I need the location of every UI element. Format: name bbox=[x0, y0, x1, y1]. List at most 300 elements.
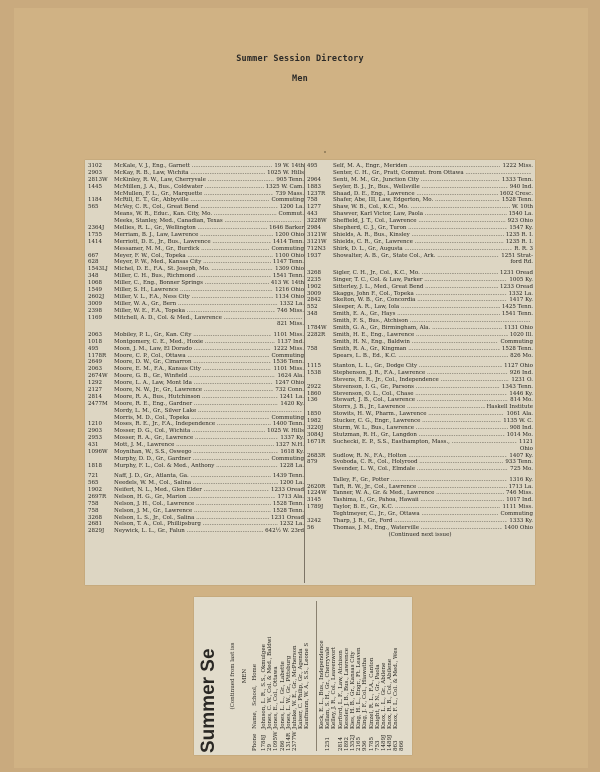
entry-name: Suchecki, E. P., S.S., Easthampton, Mass., ..... bbox=[333, 439, 517, 446]
entry-phone: 2697R bbox=[88, 493, 107, 500]
entry-address: 1343 Tenn. bbox=[501, 383, 533, 390]
directory-entry bbox=[307, 211, 533, 218]
entry-name: Shields, C. R., Gr., Lawrence ..... bbox=[333, 239, 504, 246]
entry-phone bbox=[307, 339, 333, 346]
column-divider bbox=[304, 163, 305, 583]
stub-header-phone: Phone bbox=[252, 733, 258, 751]
entry-address: 1233 Oread bbox=[500, 283, 533, 290]
entry-phone: 3220J bbox=[307, 424, 324, 431]
entry-phone: 1018 bbox=[88, 338, 102, 345]
entry-address: 1200 La. bbox=[279, 204, 304, 211]
entry-address: 1247 Ohio bbox=[275, 380, 304, 387]
page-title: Summer Session Directory bbox=[236, 54, 364, 64]
directory-entry bbox=[307, 246, 533, 253]
entry-name: Stevenson, I. G., Gr., Parsons ..... bbox=[333, 384, 500, 391]
directory-entry bbox=[307, 497, 533, 504]
entry-address: 1231 Oread bbox=[500, 269, 533, 276]
directory-entry bbox=[88, 449, 304, 456]
entry-address: 905 Tenn. bbox=[276, 176, 304, 183]
entry-address: 1111 Miss. bbox=[502, 504, 533, 511]
entry-address: 1417 Ky. bbox=[509, 297, 533, 304]
entry-address: Commuting bbox=[500, 338, 533, 345]
entry-name: McVey, C. R., Col., Great Bend ..... bbox=[114, 204, 278, 211]
stub-row-phone: 286 bbox=[279, 740, 286, 751]
directory-entry bbox=[88, 211, 304, 218]
directory-entry bbox=[307, 184, 533, 191]
entry-name: Self, M. A., Engr., Meriden ..... bbox=[333, 163, 500, 170]
entry-address: 1624 Ala. bbox=[277, 373, 304, 380]
entry-address: Ohio bbox=[519, 445, 533, 452]
directory-entry bbox=[88, 225, 304, 232]
entry-address: 1235 R. I. bbox=[505, 238, 533, 245]
entry-phone: 1210 bbox=[88, 421, 102, 428]
entry-phone: 348 bbox=[88, 273, 99, 280]
entry-address: 1713 Ala. bbox=[277, 493, 304, 500]
directory-entry bbox=[88, 339, 304, 346]
stub-row-text: Juhnke, W. E., Gr., McPherson bbox=[291, 645, 298, 729]
directory-entry bbox=[307, 432, 533, 439]
entry-phone: 2964 bbox=[307, 176, 321, 183]
directory-entry bbox=[307, 504, 533, 511]
directory-entry bbox=[88, 487, 304, 494]
directory-entry bbox=[88, 515, 304, 522]
directory-entry bbox=[307, 370, 533, 377]
entry-address: 1327 N.H. bbox=[275, 442, 304, 449]
directory-entry bbox=[307, 239, 533, 246]
entry-name: Mosser, D. G., Col., Wichita ..... bbox=[114, 428, 265, 435]
entry-name: Thomas, J. M., Eng., Waterville ..... bbox=[333, 525, 502, 532]
entry-name: Smith, H. E., Eng., Lawrence ..... bbox=[333, 332, 508, 339]
entry-phone: 1902 bbox=[88, 486, 102, 493]
page-subtitle: Men bbox=[292, 74, 308, 84]
entry-address: 940 Ind. bbox=[509, 183, 533, 190]
entry-address: 642½ W. 23rd bbox=[265, 528, 304, 535]
entry-address: 1439 Tenn. bbox=[272, 473, 304, 480]
entry-name: Smith, F. S., Bus., Atchison ..... bbox=[333, 318, 531, 325]
entry-phone bbox=[88, 218, 114, 225]
entry-phone: 2602J bbox=[88, 293, 105, 300]
entry-address: Commuting bbox=[271, 352, 304, 359]
directory-entry bbox=[307, 518, 533, 525]
directory-column-right bbox=[307, 163, 533, 539]
entry-address: 1137 Ind. bbox=[277, 338, 304, 345]
entry-phone: 2814 bbox=[88, 393, 102, 400]
entry-name: Moore, N. W., Jr., Gr., Lawrence ..... bbox=[114, 387, 273, 394]
entry-address: 933 Tenn. bbox=[505, 459, 533, 466]
entry-address: 1414 Tenn. bbox=[272, 238, 304, 245]
directory-entry bbox=[88, 380, 304, 387]
entry-phone: 348 bbox=[307, 311, 318, 318]
entry-address: 413 W. 14th bbox=[270, 280, 304, 287]
stub-row-text: Jones, E., Col., Ottawa bbox=[273, 666, 280, 729]
entry-address: 1646 Barker bbox=[269, 225, 304, 232]
stub-row-text: Kessler, J. B., Bus., Lawrence bbox=[343, 647, 350, 729]
entry-name: Means, W. R., Educ., Kan. City, Mo. ..... bbox=[114, 211, 277, 218]
entry-name: Mott, J. M., Lawrence ..... bbox=[114, 442, 274, 449]
entry-name: Moore, R. A., Bus., Hutchinson ..... bbox=[114, 394, 278, 401]
entry-address: 725 Mo. bbox=[510, 466, 533, 473]
entry-name: Stevens, E. R., Jr., Col., Independence ..... bbox=[333, 377, 509, 384]
entry-phone bbox=[307, 466, 333, 473]
entry-name: Moore, R. E., Eng., Gardner ..... bbox=[114, 401, 278, 408]
entry-phone: 3009 bbox=[88, 300, 102, 307]
entry-name: Mosser, R. A., Gr., Lawrence ..... bbox=[114, 435, 278, 442]
entry-name: Sleeper, A. R., Law, Iola ..... bbox=[333, 304, 500, 311]
entry-address: 1536 Tenn. bbox=[272, 359, 304, 366]
stub-row-phone: 1095W bbox=[273, 731, 280, 751]
entry-name: Naff, J. D., Gr., Atlanta, Ga. ..... bbox=[114, 473, 271, 480]
entry-phone: 1784W bbox=[307, 324, 327, 331]
stub-row-phone: 1788J bbox=[261, 734, 267, 751]
entry-name: Miller, C., Eng., Bonner Springs ..... bbox=[114, 280, 269, 287]
entry-phone: 431 bbox=[88, 442, 99, 449]
entry-name: Stucker, C. G., Engr., Lawrence ..... bbox=[333, 418, 501, 425]
entry-name: Stowits, H. W., Pharm., Lawrence ..... bbox=[333, 411, 504, 418]
entry-phone bbox=[307, 353, 333, 360]
directory-entry bbox=[307, 304, 533, 311]
directory-entry bbox=[307, 404, 533, 411]
entry-phone: 2398 bbox=[88, 307, 102, 314]
entry-name: Moon, J. M., Law, El Dorado ..... bbox=[114, 346, 271, 353]
directory-entry bbox=[88, 428, 304, 435]
entry-name: Shawver, Karl Victor, Law, Paola ..... bbox=[333, 211, 507, 218]
entry-name: McMillen, J. A., Bus., Coldwater ..... bbox=[114, 184, 264, 191]
entry-address: 1014 Mo. bbox=[506, 431, 533, 438]
entry-address: 1333 Tenn. bbox=[501, 176, 533, 183]
entry-address: Commuting bbox=[271, 197, 304, 204]
entry-phone: 2649 bbox=[88, 359, 102, 366]
stub-row-text: Knox, R. B., Col., Abilene bbox=[387, 658, 394, 729]
entry-phone: 2683R bbox=[307, 452, 326, 459]
entry-phone: 1292 bbox=[88, 380, 102, 387]
entry-phone: 2813W bbox=[88, 176, 108, 183]
directory-entry bbox=[88, 387, 304, 394]
entry-phone: 758 bbox=[307, 345, 318, 352]
directory-entry bbox=[88, 408, 304, 415]
entry-name: Miller, V. L., F.A., Ness City ..... bbox=[114, 294, 273, 301]
directory-entry bbox=[307, 511, 533, 518]
entry-phone: 3228W bbox=[307, 218, 327, 225]
entry-phone: 2953 bbox=[88, 435, 102, 442]
entry-phone: 1755 bbox=[88, 231, 102, 238]
directory-entry bbox=[88, 301, 304, 308]
entry-name: Teghtmeyer, C., Jr., Gr., Ottawa ..... bbox=[333, 511, 498, 518]
entry-phone: 758 bbox=[88, 500, 99, 507]
entry-phone: 443 bbox=[307, 211, 318, 218]
entry-phone: 1115 bbox=[307, 362, 321, 369]
entry-name: Storrs, J. B., Jr., Lawrence ..... bbox=[333, 404, 485, 411]
entry-address: 19 W. 14th bbox=[274, 163, 304, 169]
directory-entry bbox=[307, 439, 533, 446]
directory-entry bbox=[307, 477, 533, 484]
entry-address: 1020 Ill. bbox=[509, 331, 533, 338]
entry-address: 1200 Ohio bbox=[275, 231, 304, 238]
directory-entry bbox=[88, 266, 304, 273]
entry-name: Miller, W. E., F.A., Topeka ..... bbox=[114, 308, 275, 315]
directory-entry bbox=[307, 163, 533, 170]
stub-row bbox=[399, 599, 405, 751]
entry-phone: 1237R bbox=[307, 190, 326, 197]
directory-entry bbox=[88, 280, 304, 287]
entry-address: 1602 Cresc. bbox=[499, 190, 533, 197]
directory-entry bbox=[307, 397, 533, 404]
directory-entry bbox=[88, 315, 304, 322]
entry-name: Tashima, I., Gr., Pahoa, Hawaii ..... bbox=[333, 497, 504, 504]
directory-entry bbox=[307, 277, 533, 284]
entry-name: Shaad, D. E., Eng., Lawrence ..... bbox=[333, 191, 498, 198]
entry-address: 1540 La. bbox=[508, 211, 533, 218]
entry-name: Miller, S. H., Lawrence ..... bbox=[114, 287, 273, 294]
stub-row-phone: 866 bbox=[399, 740, 406, 751]
entry-phone: 3121W bbox=[307, 231, 327, 238]
entry-address: 1233 Oread bbox=[271, 486, 304, 493]
directory-entry bbox=[307, 170, 533, 177]
entry-name: Taft, R. W., Jr., Col., Lawrence ..... bbox=[333, 484, 507, 491]
directory-entry bbox=[88, 321, 304, 328]
entry-address: 1025 W. Hills bbox=[267, 169, 304, 176]
entry-address: 1420 Ky. bbox=[280, 400, 304, 407]
entry-phone bbox=[88, 408, 114, 415]
entry-phone bbox=[307, 318, 333, 325]
entry-phone: 3268 bbox=[307, 269, 321, 276]
directory-entry bbox=[88, 435, 304, 442]
entry-name: Spears, L. B., Ed., K.C. ..... bbox=[333, 353, 508, 360]
entry-phone: 2282R bbox=[307, 331, 326, 338]
entry-address: 732 Conn. bbox=[275, 387, 304, 393]
entry-name: McRill, E. T., Gr., Abbyville ..... bbox=[114, 197, 269, 204]
entry-phone: 2620R bbox=[307, 483, 326, 490]
entry-phone: 2063 bbox=[88, 331, 102, 338]
entry-phone: 1860 bbox=[307, 390, 321, 397]
entry-name: Seyler, B. J., Jr., Bus., Wellsville ..... bbox=[333, 184, 508, 191]
stub-header-name: Name, bbox=[252, 710, 258, 729]
directory-entry bbox=[88, 401, 304, 408]
directory-entry bbox=[88, 463, 304, 470]
entry-name: Needels, W. M., Col., Salina ..... bbox=[114, 480, 278, 487]
entry-phone: 2829J bbox=[88, 528, 105, 535]
entry-address: 1528 Tenn. bbox=[272, 507, 304, 514]
entry-phone: 3145 bbox=[307, 497, 321, 504]
entry-name: Miller, W. A., Gr., Bern ..... bbox=[114, 301, 278, 308]
stub-row-phone: 1352J bbox=[349, 734, 356, 751]
entry-phone bbox=[307, 511, 333, 518]
stub-row-text: King, H. L., Engr., Ft. Leaven bbox=[356, 647, 363, 729]
directory-entry bbox=[307, 177, 533, 184]
directory-entry bbox=[307, 297, 533, 304]
stub-rows bbox=[261, 599, 311, 751]
stub-divider bbox=[316, 601, 317, 751]
entry-name: Shields, A. R., Bus., Kinsley ..... bbox=[333, 232, 504, 239]
directory-column-left bbox=[88, 163, 304, 535]
directory-entry bbox=[88, 366, 304, 373]
entry-phone bbox=[307, 377, 333, 384]
stub-row-phone: 1892 bbox=[343, 737, 350, 751]
entry-address: 1101 Miss. bbox=[273, 331, 304, 338]
entry-address: 1446 Ky. bbox=[509, 390, 533, 397]
entry-address: 1547 Ky. bbox=[509, 225, 533, 232]
stub-row-phone: 2377W bbox=[291, 731, 298, 751]
entry-address: 1061 Ala. bbox=[506, 411, 533, 418]
stub-row-phone: 1489J bbox=[387, 734, 394, 751]
entry-address: 1121 bbox=[519, 438, 533, 445]
entry-phone: 3121W bbox=[307, 238, 327, 245]
entry-name: Meyer, F. W., Col., Topeka ..... bbox=[114, 253, 273, 260]
entry-name: Merriam, B. J., Law, Lawrence ..... bbox=[114, 232, 273, 239]
entry-phone bbox=[307, 259, 333, 266]
stub-row-text: Jones, L. W., Gr., Pittsburg bbox=[285, 655, 292, 729]
entry-address: 1541 Tenn. bbox=[272, 273, 304, 280]
directory-entry bbox=[307, 339, 533, 346]
entry-phone bbox=[307, 404, 333, 411]
entry-phone: 1414 bbox=[88, 238, 102, 245]
directory-entry bbox=[307, 525, 533, 532]
entry-name: Stutzman, R. H., Gr., Langdon ..... bbox=[333, 432, 505, 439]
entry-address: Haskell Institute bbox=[486, 404, 533, 411]
entry-name: Moses, R. E., Jr., F.A., Independence ..... bbox=[114, 421, 271, 428]
entry-address: 1618 Ky. bbox=[280, 449, 304, 456]
entry-name: Nelson, J. H., Col., Lawrence ..... bbox=[114, 501, 271, 508]
directory-entry bbox=[88, 232, 304, 239]
directory-entry bbox=[307, 418, 533, 425]
directory-entry bbox=[88, 218, 304, 225]
entry-address: 739 Mass. bbox=[275, 190, 304, 197]
entry-address: Commuting bbox=[271, 414, 304, 421]
stub-row-text: Jones, L. L., Gr., Labette bbox=[279, 661, 286, 729]
directory-entry bbox=[307, 191, 533, 198]
entry-phone: 136 bbox=[307, 397, 318, 404]
directory-entry bbox=[307, 325, 533, 332]
entry-phone: 1543LJ bbox=[88, 266, 108, 273]
entry-address: 1528 Tenn. bbox=[501, 345, 533, 352]
entry-name: Shirk, D. L., Gr., Augusta ..... bbox=[333, 246, 512, 253]
directory-entry bbox=[88, 259, 304, 266]
entry-phone bbox=[88, 321, 114, 328]
directory-entry bbox=[88, 273, 304, 280]
entry-name: Messamer, M. M., Gr., Burdick ..... bbox=[114, 246, 269, 253]
directory-entry bbox=[307, 270, 533, 277]
directory-entry bbox=[88, 473, 304, 480]
entry-name: McKale, V. J., Eng., Garnett ..... bbox=[114, 163, 272, 170]
entry-address: Commut. bbox=[278, 211, 304, 218]
stub-note: (Continued from last iss bbox=[230, 642, 236, 710]
entry-address bbox=[531, 318, 533, 325]
entry-phone: 879 bbox=[307, 459, 318, 466]
entry-phone: 1184 bbox=[88, 197, 102, 204]
directory-entry bbox=[88, 239, 304, 246]
entry-phone: 628 bbox=[88, 259, 99, 266]
entry-phone: 2984 bbox=[307, 225, 321, 232]
entry-phone: 1818 bbox=[88, 462, 102, 469]
entry-address: 821 Miss. bbox=[276, 321, 304, 328]
entry-address: 1425 Tenn. bbox=[501, 304, 533, 311]
entry-name: Nelson, H. G., Gr., Marion ..... bbox=[114, 494, 275, 501]
entry-address: 1337 Ky. bbox=[280, 435, 304, 442]
continued-note: (Continued next issue) bbox=[388, 531, 452, 538]
directory-entry bbox=[307, 384, 533, 391]
stub-row-text: Kaiser, C. Philip, Gr., Agenda bbox=[298, 648, 305, 729]
entry-name: Stewart, J. B., Col., Lawrence ..... bbox=[333, 397, 508, 404]
entry-name: Moore, L. A., Law, Mont Ida ..... bbox=[114, 380, 273, 387]
directory-entry bbox=[88, 197, 304, 204]
entry-phone: 495 bbox=[88, 345, 99, 352]
entry-name: Smith, G. A., Gr., Birmingham, Ala. ..... bbox=[333, 325, 502, 332]
directory-entry bbox=[307, 490, 533, 497]
directory-entry bbox=[88, 308, 304, 315]
entry-phone: 3009 bbox=[307, 290, 321, 297]
directory-entry bbox=[88, 415, 304, 422]
paper-speck bbox=[324, 151, 326, 153]
stub-row-text: Keck, E. L., Bus., Independence bbox=[319, 640, 325, 729]
entry-phone bbox=[307, 477, 333, 484]
directory-entry bbox=[88, 332, 304, 339]
entry-phone bbox=[88, 191, 114, 198]
stub-row-phone: 29 bbox=[267, 744, 274, 751]
directory-entry bbox=[88, 253, 304, 260]
stub-title: Summer Se bbox=[198, 648, 219, 753]
entry-address bbox=[531, 170, 533, 177]
stub-column-headers bbox=[252, 601, 258, 751]
entry-address: 1134 Ohio bbox=[275, 293, 304, 300]
entry-name: Mellies, R. L., Gr., Wellington ..... bbox=[114, 225, 267, 232]
entry-name: Nelson, L. S., Jr., Col., Salina ..... bbox=[114, 515, 269, 522]
entry-phone: 1982 bbox=[307, 418, 321, 425]
directory-entry bbox=[307, 377, 533, 384]
entry-phone: 2364J bbox=[88, 225, 105, 232]
entry-address: Commuting bbox=[271, 245, 304, 252]
stub-row-text: Knox, L. L., Gr., Abilene bbox=[380, 662, 387, 729]
stub-row-text: Jones, C. W., Col. & Med., Baldwi bbox=[267, 636, 274, 729]
entry-address: Commuting bbox=[271, 455, 304, 462]
directory-entry bbox=[307, 353, 533, 360]
stub-row-phone: 863 bbox=[393, 740, 400, 751]
entry-name: Stevenson, O. L., Col., Chase ..... bbox=[333, 391, 507, 398]
entry-phone: 1068 bbox=[88, 280, 102, 287]
entry-name: McKinley, R. W., Law, Cherryvale ..... bbox=[114, 177, 274, 184]
directory-entry bbox=[307, 204, 533, 211]
stub-rotated-content bbox=[194, 597, 412, 755]
entry-phone: 2477M bbox=[88, 400, 108, 407]
directory-entry bbox=[88, 373, 304, 380]
entry-address: 1232 La. bbox=[279, 521, 304, 528]
directory-entry bbox=[88, 508, 304, 515]
entry-phone: 758 bbox=[307, 197, 318, 204]
entry-name: Montgomery, C. E., Med., Hoxie ..... bbox=[114, 339, 275, 346]
entry-name: Stephenson, J. R., F.A., Lawrence ..... bbox=[333, 370, 508, 377]
stub-row-text: Kaufmann, W. A., S.S., Leone S bbox=[304, 642, 311, 729]
directory-entry bbox=[307, 332, 533, 339]
entry-name: Neywick, L. L., Gr., Falun ..... bbox=[114, 528, 263, 535]
entry-phone: 1277 bbox=[307, 204, 321, 211]
entry-address: 1400 Tenn. bbox=[272, 421, 304, 428]
entry-name: Svoboda, C. R., Col., Holyrood ..... bbox=[333, 459, 503, 466]
entry-address: Commuting bbox=[500, 511, 533, 518]
directory-entry bbox=[88, 204, 304, 211]
entry-name: Swender, L. W., Col., Elmdale ..... bbox=[333, 466, 508, 473]
entry-name: Stanton, L. L., Gr., Dodge City ..... bbox=[333, 363, 502, 370]
entry-phone: 1538 bbox=[307, 369, 321, 376]
entry-address: 1541 Tenn. bbox=[501, 311, 533, 318]
entry-phone: 712N3 bbox=[307, 245, 326, 252]
directory-entry bbox=[88, 501, 304, 508]
entry-name: Senter, C. H., Gr., Pratt, Commut. from Ottawa ..... bbox=[333, 170, 531, 177]
directory-entry bbox=[88, 456, 304, 463]
stub-row-text: Knox, F. L., Col. & Med., Wes bbox=[393, 647, 400, 729]
entry-name: Tharp, J. R., Gr., Ford ..... bbox=[333, 518, 507, 525]
entry-name: Moore, E. M., F.A., Kansas City ..... bbox=[114, 366, 271, 373]
entry-name: Meyer, P. W., Med., Kansas City ..... bbox=[114, 259, 271, 266]
directory-entry bbox=[88, 287, 304, 294]
entry-phone bbox=[88, 415, 114, 422]
